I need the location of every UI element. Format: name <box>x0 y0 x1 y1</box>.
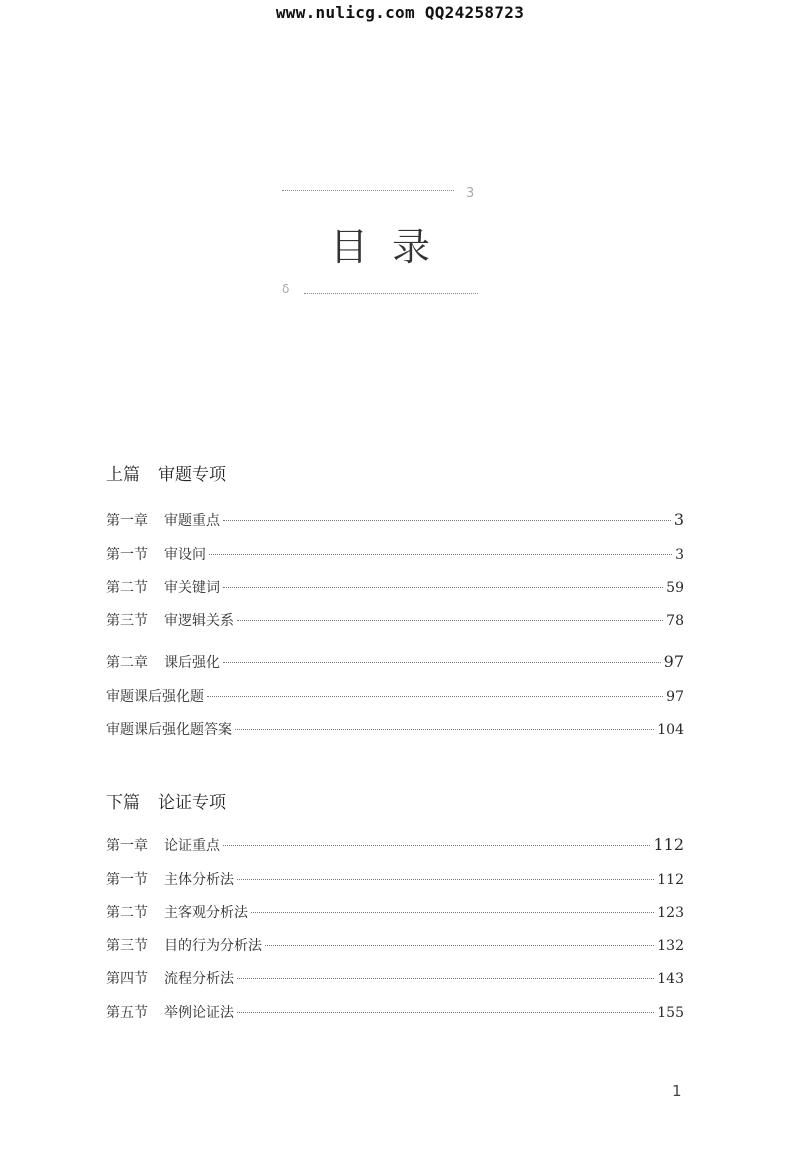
toc-entry-title: 审题课后强化题 <box>106 689 204 705</box>
toc-entry-page: 132 <box>657 938 684 954</box>
toc-entry-section[interactable] <box>106 1002 684 1022</box>
toc-entry-title: 流程分析法 <box>164 971 234 987</box>
toc-entry-page: 112 <box>657 872 684 888</box>
decorative-dotted-line-bottom <box>304 293 478 294</box>
dot-leader <box>237 879 654 880</box>
toc-entry-section[interactable] <box>106 902 684 922</box>
toc-entry-number: 第一节 <box>106 872 148 888</box>
toc-entry-page: 3 <box>673 510 684 529</box>
toc-entry-page: 97 <box>663 652 684 671</box>
toc-entry-title: 论证重点 <box>164 838 220 854</box>
toc-entry-item[interactable] <box>106 719 684 739</box>
toc-entry-section[interactable] <box>106 869 684 889</box>
toc-entry-number: 第二节 <box>106 905 148 921</box>
toc-entry-title: 举例论证法 <box>164 1005 234 1021</box>
page-number: 1 <box>672 1082 682 1100</box>
toc-entry-page: 104 <box>657 722 684 738</box>
toc-entry-page: 155 <box>657 1005 684 1021</box>
toc-entry-number: 第一章 <box>106 838 148 854</box>
toc-entry-number: 第四节 <box>106 971 148 987</box>
part-heading <box>106 460 226 485</box>
dot-leader <box>207 696 663 697</box>
toc-entry-title: 课后强化 <box>164 655 220 671</box>
part-title: 审题专项 <box>158 465 226 485</box>
toc-entry-section[interactable] <box>106 577 684 597</box>
toc-entry-number: 第五节 <box>106 1005 148 1021</box>
toc-entry-title: 审关键词 <box>164 580 220 596</box>
toc-entry-page: 143 <box>657 971 684 987</box>
toc-entry-page: 112 <box>653 835 684 854</box>
toc-entry-title: 主客观分析法 <box>164 905 248 921</box>
toc-entry-title: 审逻辑关系 <box>164 613 234 629</box>
toc-entry-title: 审设问 <box>164 547 206 563</box>
dot-leader <box>235 729 654 730</box>
toc-entry-item[interactable] <box>106 686 684 706</box>
toc-entry-number: 第一节 <box>106 547 148 563</box>
dot-leader <box>237 1012 654 1013</box>
toc-entry-number: 第三节 <box>106 938 148 954</box>
decorative-dotted-line-top <box>282 190 454 191</box>
watermark: www.nulicg.com QQ24258723 <box>275 3 525 22</box>
decorative-mark-top: 3 <box>466 186 475 201</box>
toc-entry-chapter[interactable] <box>106 835 684 855</box>
toc-entry-page: 123 <box>657 905 684 921</box>
dot-leader <box>251 912 654 913</box>
toc-entry-section[interactable] <box>106 610 684 630</box>
dot-leader <box>237 620 663 621</box>
toc-entry-page: 78 <box>666 613 684 629</box>
dot-leader <box>223 520 671 521</box>
toc-entry-page: 59 <box>666 580 684 596</box>
toc-entry-number: 第三节 <box>106 613 148 629</box>
toc-entry-title: 审题课后强化题答案 <box>106 722 232 738</box>
dot-leader <box>237 978 654 979</box>
part-heading <box>106 788 226 813</box>
dot-leader <box>265 945 654 946</box>
toc-entry-section[interactable] <box>106 544 684 564</box>
toc-entry-number: 第二节 <box>106 580 148 596</box>
toc-entry-number: 第一章 <box>106 513 148 529</box>
title-block <box>282 186 482 298</box>
dot-leader <box>223 845 650 846</box>
toc-entry-section[interactable] <box>106 968 684 988</box>
toc-entry-title: 目的行为分析法 <box>164 938 262 954</box>
part-title: 论证专项 <box>158 793 226 813</box>
dot-leader <box>223 587 663 588</box>
toc-entry-title: 主体分析法 <box>164 872 234 888</box>
decorative-mark-bottom: δ <box>282 282 290 296</box>
toc-entry-number: 第二章 <box>106 655 148 671</box>
part-label: 下篇 <box>106 793 140 813</box>
dot-leader <box>209 554 672 555</box>
toc-entry-chapter[interactable] <box>106 510 684 530</box>
part-label: 上篇 <box>106 465 140 485</box>
dot-leader <box>223 662 661 663</box>
toc-entry-section[interactable] <box>106 935 684 955</box>
toc-entry-title: 审题重点 <box>164 513 220 529</box>
page-title: 目录 <box>330 225 455 269</box>
toc-entry-page: 97 <box>666 689 684 705</box>
toc-entry-chapter[interactable] <box>106 652 684 672</box>
toc-entry-page: 3 <box>675 547 684 563</box>
